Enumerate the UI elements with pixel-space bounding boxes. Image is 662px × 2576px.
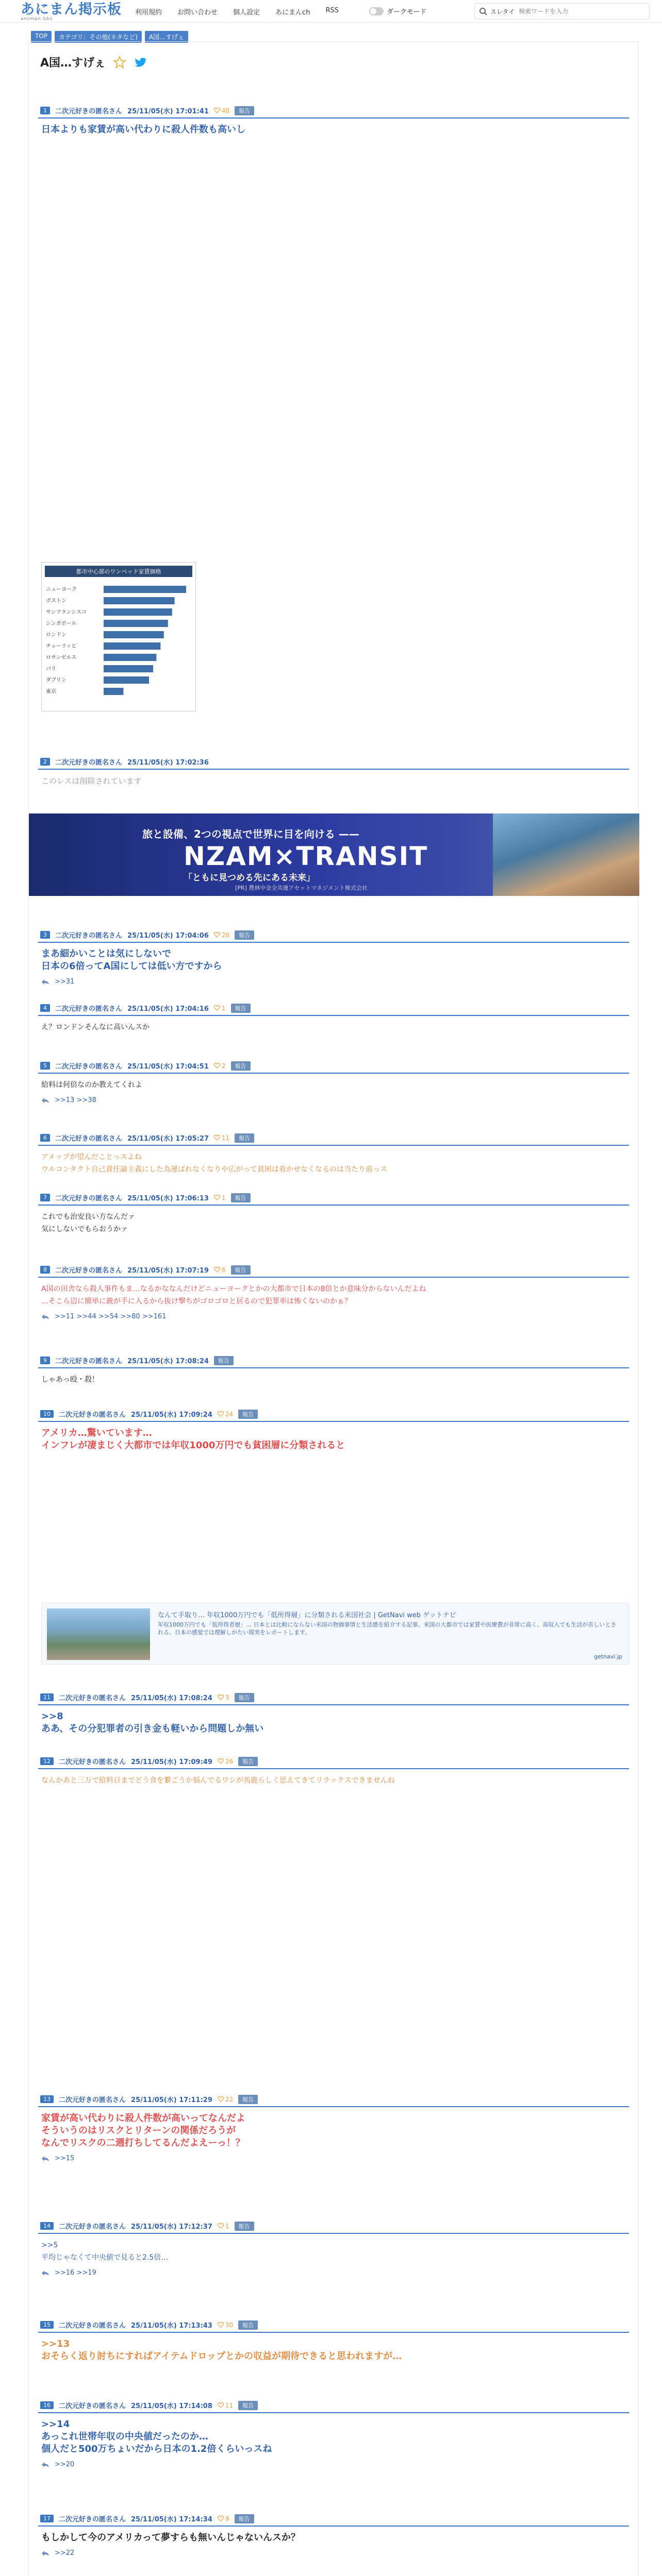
post-author: 二次元好きの匿名さん <box>55 1267 123 1275</box>
post-body <box>38 2413 629 2459</box>
top-nav <box>135 7 339 16</box>
post-author: 二次元好きの匿名さん <box>59 1411 126 1419</box>
post-number[interactable]: 17 <box>40 2515 54 2522</box>
link-source: getnavi.jp <box>594 1653 622 1660</box>
post-line: 平均じゃなくて中央値で見ると2.5倍… <box>41 2253 169 2262</box>
heart-icon <box>218 2322 224 2328</box>
nav-rss[interactable]: RSS <box>325 7 339 14</box>
chart-bar <box>104 654 156 661</box>
post-line: アメップが望んだことっスよね <box>41 1153 142 1161</box>
report-button[interactable]: 報告 <box>231 1061 251 1071</box>
post-line: ああ、その分犯罪者の引き金も軽いから問題しか無い <box>41 1723 264 1734</box>
post-author: 二次元好きの匿名さん <box>59 2096 126 2104</box>
chart-bar <box>104 597 175 604</box>
post-number[interactable]: 15 <box>40 2321 54 2329</box>
post-header <box>38 1690 629 1705</box>
like-count: 1 <box>225 2222 229 2230</box>
rent-chart-image[interactable] <box>41 562 196 711</box>
chart-bar <box>104 586 186 593</box>
reply-links[interactable]: >>15 <box>55 2155 75 2162</box>
post-date: 25/11/05(水) 17:04:06 <box>127 932 209 940</box>
post <box>38 1754 629 1790</box>
post-date: 25/11/05(水) 17:04:16 <box>127 1005 209 1013</box>
post-date: 25/11/05(水) 17:13:43 <box>131 2322 212 2330</box>
post-author: 二次元好きの匿名さん <box>59 2322 126 2330</box>
nav-contact[interactable]: お問い合わせ <box>177 9 218 16</box>
chart-bar <box>104 676 149 684</box>
post-line: インフレが凄まじく大都市では年収1000万円でも貧困層に分類されると <box>41 1440 345 1451</box>
heart-icon <box>218 1694 224 1700</box>
post-body <box>38 1368 629 1389</box>
like-button[interactable] <box>214 107 229 114</box>
post-body <box>38 118 629 139</box>
report-button[interactable]: 報告 <box>238 1757 258 1766</box>
report-button[interactable]: 報告 <box>231 1004 251 1013</box>
post-replies <box>38 2267 629 2279</box>
post-body <box>38 943 629 976</box>
thread-container <box>28 41 639 2576</box>
post-number[interactable]: 2 <box>40 758 50 766</box>
logo-text: あにまん掲示板 <box>21 2 122 18</box>
reply-icon <box>41 2270 49 2276</box>
post-line: 日本の6倍ってA国にしては低い方ですから <box>41 961 222 972</box>
post-header <box>38 2318 629 2333</box>
nav-terms[interactable]: 利用規約 <box>135 9 162 16</box>
post <box>38 2318 629 2366</box>
heart-icon <box>218 1411 224 1417</box>
heart-icon <box>218 2402 224 2408</box>
like-count: 3 <box>225 1693 229 1701</box>
chart-bar <box>104 631 164 638</box>
post-replies <box>38 976 629 988</box>
like-button[interactable] <box>218 2096 233 2103</box>
like-count: 26 <box>225 1757 234 1765</box>
site-logo[interactable] <box>21 2 122 22</box>
post-number[interactable]: 9 <box>40 1357 50 1364</box>
heart-icon <box>214 108 220 113</box>
chart-city-label: ダブリン <box>46 677 67 683</box>
heart-icon <box>214 1267 220 1273</box>
post-body <box>38 1016 629 1037</box>
post-header <box>38 755 629 770</box>
chart-title: 都市中心部のワンベッド家賃価格 <box>45 566 192 577</box>
chart-bar <box>104 642 160 650</box>
reply-icon <box>41 1314 49 1320</box>
like-button[interactable] <box>218 2321 233 2329</box>
post-number[interactable]: 10 <box>40 1410 54 1418</box>
favorite-star-icon[interactable] <box>113 56 126 69</box>
like-count: 2 <box>221 1062 226 1070</box>
post-date: 25/11/05(水) 17:07:19 <box>127 1267 209 1275</box>
report-button[interactable]: 報告 <box>231 1193 251 1202</box>
report-button[interactable]: 報告 <box>231 1265 251 1275</box>
post-replies <box>38 2153 629 2164</box>
post-replies <box>38 1094 629 1106</box>
heart-icon <box>218 2223 224 2229</box>
like-count: 30 <box>225 2321 234 2329</box>
report-button[interactable]: 報告 <box>235 930 254 940</box>
report-button[interactable]: 報告 <box>214 1356 234 1365</box>
post-line[interactable]: >>5 <box>41 2241 58 2249</box>
like-button[interactable] <box>214 1005 226 1012</box>
post-body <box>38 1422 629 1455</box>
chart-city-label: ニューヨーク <box>46 587 77 592</box>
chart-bar <box>104 665 153 672</box>
post <box>38 2219 629 2279</box>
post-author: 二次元好きの匿名さん <box>55 108 123 115</box>
post-number[interactable]: 8 <box>40 1266 50 1274</box>
post-author: 二次元好きの匿名さん <box>55 1135 123 1143</box>
post-line: おそらく返り討ちにすればアイテムドロップとかの収益が期待できると思われますが… <box>41 2351 402 2362</box>
dark-mode-toggle[interactable] <box>369 6 426 16</box>
chart-city-label: チューリッヒ <box>46 643 77 649</box>
like-count: 11 <box>225 2401 234 2409</box>
like-button[interactable] <box>214 931 229 939</box>
ad-brand: NZAM×TRANSIT <box>184 841 428 871</box>
post-line: 日本よりも家賃が高い代わりに殺人件数も高いし <box>41 124 245 135</box>
like-button[interactable] <box>214 1062 226 1070</box>
ad-sponsor: [PR] 農林中金全共連アセットマネジメント株式会社 <box>235 885 368 891</box>
post-body <box>38 2333 629 2366</box>
post-body <box>38 1705 629 1738</box>
post-number[interactable]: 12 <box>40 1757 54 1765</box>
like-button[interactable] <box>214 1194 226 1201</box>
post <box>38 1001 629 1037</box>
post-author: 二次元好きの匿名さん <box>59 2516 126 2523</box>
post-line: これでも治安良い方なんだァ <box>41 1213 135 1221</box>
page-title: A国…すげぇ <box>40 57 106 70</box>
post-author: 二次元好きの匿名さん <box>59 1694 126 1702</box>
post-header <box>38 1131 629 1146</box>
post-date: 25/11/05(水) 17:06:13 <box>127 1195 209 1202</box>
post-replies <box>38 2459 629 2470</box>
like-count: 26 <box>221 931 230 939</box>
post-body <box>38 1074 629 1094</box>
post-line: まあ細かいことは気にしないで <box>41 948 171 959</box>
like-count: 24 <box>225 1410 234 1418</box>
post-header <box>38 2219 629 2234</box>
like-button[interactable] <box>218 2223 229 2230</box>
post-date: 25/11/05(水) 17:14:34 <box>131 2516 212 2523</box>
logo-subtext: animan bbs <box>21 16 53 22</box>
like-button[interactable] <box>218 1411 233 1418</box>
reply-links[interactable]: >>11 >>44 >>54 >>80 >>161 <box>55 1313 167 1320</box>
post-author: 二次元好きの匿名さん <box>59 2223 126 2231</box>
ad-banner[interactable] <box>29 814 639 896</box>
report-button[interactable]: 報告 <box>235 1133 254 1143</box>
reply-icon <box>41 2462 49 2468</box>
reply-links[interactable]: >>22 <box>55 2549 75 2557</box>
report-button[interactable]: 報告 <box>235 2222 254 2231</box>
post-body <box>38 770 629 790</box>
post-body <box>38 2527 629 2547</box>
post-header <box>38 2512 629 2527</box>
chart-city-label: ボストン <box>46 598 67 604</box>
toggle-track[interactable] <box>369 7 384 15</box>
post-line: A国の田舎なら殺人事件もま…なるかななんだけどニューヨークとかの大都市で日本の8倍とか意味分からないんだよね <box>41 1285 426 1293</box>
report-button[interactable]: 報告 <box>238 2320 258 2330</box>
post-number[interactable]: 16 <box>40 2401 54 2409</box>
report-button[interactable]: 報告 <box>238 1410 258 1419</box>
post-author: 二次元好きの匿名さん <box>59 1758 126 1766</box>
search-icon[interactable] <box>479 7 487 15</box>
post-header <box>38 1353 629 1368</box>
like-count: 6 <box>221 1266 226 1274</box>
post-header <box>38 928 629 943</box>
post-line: なんでリスクの二週打ちしてるんだよえーっ！？ <box>41 2138 245 2148</box>
dark-mode-label: ダークモード <box>387 8 427 16</box>
breadcrumb-thread[interactable]: A国…すげぇ <box>145 31 188 43</box>
post-date: 25/11/05(水) 17:05:27 <box>127 1135 209 1143</box>
chart-bar <box>104 688 123 695</box>
post-body <box>38 2234 629 2267</box>
post <box>38 1690 629 1738</box>
reply-links[interactable]: >>13 >>38 <box>55 1096 96 1104</box>
like-button[interactable] <box>218 1694 229 1701</box>
like-count: 1 <box>221 1194 226 1201</box>
post-header <box>38 1001 629 1016</box>
chart-city-label: サンフランシスコ <box>46 609 87 615</box>
link-title[interactable]: なんて手取り… 年収1000万円でも「低所得層」に分類される米国社会 | GetNavi web ゲットナビ <box>158 1612 456 1619</box>
like-count: 1 <box>221 1004 226 1012</box>
post-body <box>38 2107 629 2153</box>
post <box>38 2398 629 2470</box>
heart-icon <box>214 932 220 938</box>
post-number[interactable]: 13 <box>40 2095 54 2103</box>
like-button[interactable] <box>214 1266 226 1274</box>
like-count: 11 <box>221 1134 230 1142</box>
reply-icon <box>41 2550 49 2556</box>
post-line[interactable]: >>8 <box>41 1711 63 1722</box>
like-button[interactable] <box>214 1134 229 1142</box>
post-header <box>38 104 629 118</box>
post-author: 二次元好きの匿名さん <box>55 1195 123 1202</box>
post-author: 二次元好きの匿名さん <box>55 1063 123 1071</box>
post-line: なんかあと三万で給料日までどう食を繋ごうか悩んでるワシが馬鹿らしく思えてきてリラックスできませんね <box>41 1776 395 1785</box>
post-line: …そこら辺に簡単に銃が手に入るから抜け撃ちがゴロゴロと居るので犯罪率は怖くないのかぁ？ <box>41 1297 352 1306</box>
post-author: 二次元好きの匿名さん <box>55 759 123 767</box>
chart-city-label: ロサンゼルス <box>46 655 77 660</box>
post <box>38 1131 629 1179</box>
link-description: 年収1000万円でも「低所得者層」… 日本とは比較にならない米国の物価事情と生活感を紹介する記事。米国の大都市では家賃や医療費が非常に高く、高収入でも生活が苦しいとされる。日本の感覚では理解しがたい現実をレポートします。 <box>158 1621 617 1636</box>
post-author: 二次元好きの匿名さん <box>59 2402 126 2410</box>
search-scope-select[interactable]: スレタイ <box>490 8 515 15</box>
like-count: 22 <box>225 2095 234 2103</box>
post-number[interactable]: 4 <box>40 1004 50 1012</box>
post <box>38 2092 629 2164</box>
post-author: 二次元好きの匿名さん <box>55 1358 123 1365</box>
like-button[interactable] <box>218 1758 233 1765</box>
post-replies <box>38 1311 629 1323</box>
post-header <box>38 2092 629 2107</box>
post-date: 25/11/05(水) 17:04:51 <box>127 1063 209 1071</box>
post-date: 25/11/05(水) 17:09:24 <box>131 1411 212 1419</box>
bar-chart <box>42 580 196 709</box>
like-count: 48 <box>221 107 230 114</box>
post-line: あっこれ世帯年収の中央値だったのか… <box>41 2431 208 2442</box>
like-button[interactable] <box>218 2515 229 2522</box>
post <box>38 1353 629 1389</box>
post-header <box>38 1407 629 1422</box>
post-line: このレスは削除されています <box>41 776 142 786</box>
post-replies <box>38 2547 629 2559</box>
heart-icon <box>218 1758 224 1764</box>
post-body <box>38 1206 629 1239</box>
post <box>38 755 629 790</box>
post-line: アメリカ…驚いています… <box>41 1428 152 1438</box>
post <box>38 1191 629 1239</box>
post-date: 25/11/05(水) 17:14:08 <box>131 2402 212 2410</box>
ad-headline: 旅と設備、2つの視点で世界に目を向ける —— <box>142 828 359 840</box>
post-number[interactable]: 1 <box>40 107 50 114</box>
post-date: 25/11/05(水) 17:02:36 <box>127 759 209 767</box>
ad-tagline: 「ともに見つめる先にある未来」 <box>184 873 315 883</box>
post-date: 25/11/05(水) 17:11:29 <box>131 2096 212 2104</box>
search-input[interactable] <box>519 8 642 15</box>
post-line: ウルコンタクト自己責任論主義にした為運ばれなくなりや広がって貧困は着かせなくなるのは当たり前っス <box>41 1165 388 1174</box>
ad-photo <box>493 814 639 896</box>
link-preview-card[interactable] <box>41 1603 629 1665</box>
post-date: 25/11/05(水) 17:08:24 <box>131 1694 212 1702</box>
report-button[interactable]: 報告 <box>238 2095 258 2104</box>
chart-city-label: シンガポール <box>46 621 77 626</box>
like-button[interactable] <box>218 2402 233 2409</box>
heart-icon <box>214 1135 220 1141</box>
post-line: 個人だと500万ちょいだから日本の1.2倍くらいっスね <box>41 2444 272 2454</box>
heart-icon <box>214 1195 220 1200</box>
post-header <box>38 1754 629 1769</box>
post-line: 給料は何倍なのか教えてくれよ <box>41 1081 142 1089</box>
report-button[interactable]: 報告 <box>238 2401 258 2410</box>
post-line: 気にしないでもらおうかァ <box>41 1225 128 1233</box>
post-line[interactable]: >>14 <box>41 2419 70 2430</box>
post-number[interactable]: 5 <box>40 1062 50 1070</box>
heart-icon <box>214 1063 220 1069</box>
heart-icon <box>218 2096 224 2102</box>
site-header <box>0 0 662 23</box>
post-line: 家賃が高い代わりに殺人件数が高いってなんだよ <box>41 2113 245 2124</box>
post-header <box>38 1191 629 1206</box>
nav-animanch[interactable]: あにまんch <box>275 9 310 16</box>
report-button[interactable]: 報告 <box>235 1693 254 1702</box>
post-line: しゃあっ殴・殺！ <box>41 1376 99 1384</box>
post-number[interactable]: 3 <box>40 931 50 939</box>
reply-icon <box>41 2156 49 2162</box>
reply-icon <box>41 1097 49 1104</box>
post <box>38 1407 629 1455</box>
post-body <box>38 1769 629 1790</box>
reply-links[interactable]: >>20 <box>55 2461 75 2468</box>
toggle-knob <box>370 8 376 14</box>
post-number[interactable]: 11 <box>40 1693 54 1701</box>
report-button[interactable]: 報告 <box>235 2514 254 2523</box>
heart-icon <box>218 2516 224 2521</box>
post-number[interactable]: 6 <box>40 1134 50 1142</box>
reply-links[interactable]: >>31 <box>55 978 75 986</box>
post-header <box>38 2398 629 2413</box>
post-header <box>38 1263 629 1278</box>
post-line: え？ロンドンそんなに高いんスか <box>41 1023 150 1031</box>
post <box>38 104 629 139</box>
chart-bar <box>104 608 172 616</box>
post <box>38 2512 629 2559</box>
post <box>38 1059 629 1106</box>
post-header <box>38 1059 629 1074</box>
post <box>38 1263 629 1323</box>
post-body <box>38 1146 629 1179</box>
breadcrumb-top[interactable]: TOP <box>31 31 52 43</box>
chart-city-label: ロンドン <box>46 632 67 638</box>
post-number[interactable]: 7 <box>40 1194 50 1201</box>
post-line: そういうのはリスクとリターンの関係だろうが <box>41 2125 236 2136</box>
breadcrumb-category[interactable]: カテゴリ：その他(ネタなど) <box>55 31 142 43</box>
like-count: 9 <box>225 2515 229 2522</box>
report-button[interactable]: 報告 <box>235 106 254 115</box>
post-author: 二次元好きの匿名さん <box>55 1005 123 1013</box>
post-line: もしかして今のアメリカって夢すらも無いんじゃないんスか？ <box>41 2532 301 2543</box>
post <box>38 928 629 988</box>
chart-bar <box>104 620 168 627</box>
link-thumbnail <box>47 1608 150 1660</box>
chart-city-label: パリ <box>46 666 56 672</box>
heart-icon <box>214 1005 220 1011</box>
reply-links[interactable]: >>16 >>19 <box>55 2269 96 2277</box>
post-date: 25/11/05(水) 17:09:49 <box>131 1758 212 1766</box>
post-author: 二次元好きの匿名さん <box>55 932 123 940</box>
post-body <box>38 1278 629 1311</box>
twitter-share-icon[interactable] <box>134 56 147 69</box>
post-date: 25/11/05(水) 17:08:24 <box>127 1358 209 1365</box>
search-box <box>474 3 650 20</box>
post-date: 25/11/05(水) 17:01:41 <box>127 108 209 115</box>
nav-settings[interactable]: 個人設定 <box>233 9 260 16</box>
post-line[interactable]: >>13 <box>41 2338 70 2349</box>
thread-title-row <box>40 54 147 70</box>
reply-icon <box>41 979 49 985</box>
chart-city-label: 東京 <box>46 689 56 694</box>
post-number[interactable]: 14 <box>40 2222 54 2230</box>
post-date: 25/11/05(水) 17:12:37 <box>131 2223 212 2231</box>
